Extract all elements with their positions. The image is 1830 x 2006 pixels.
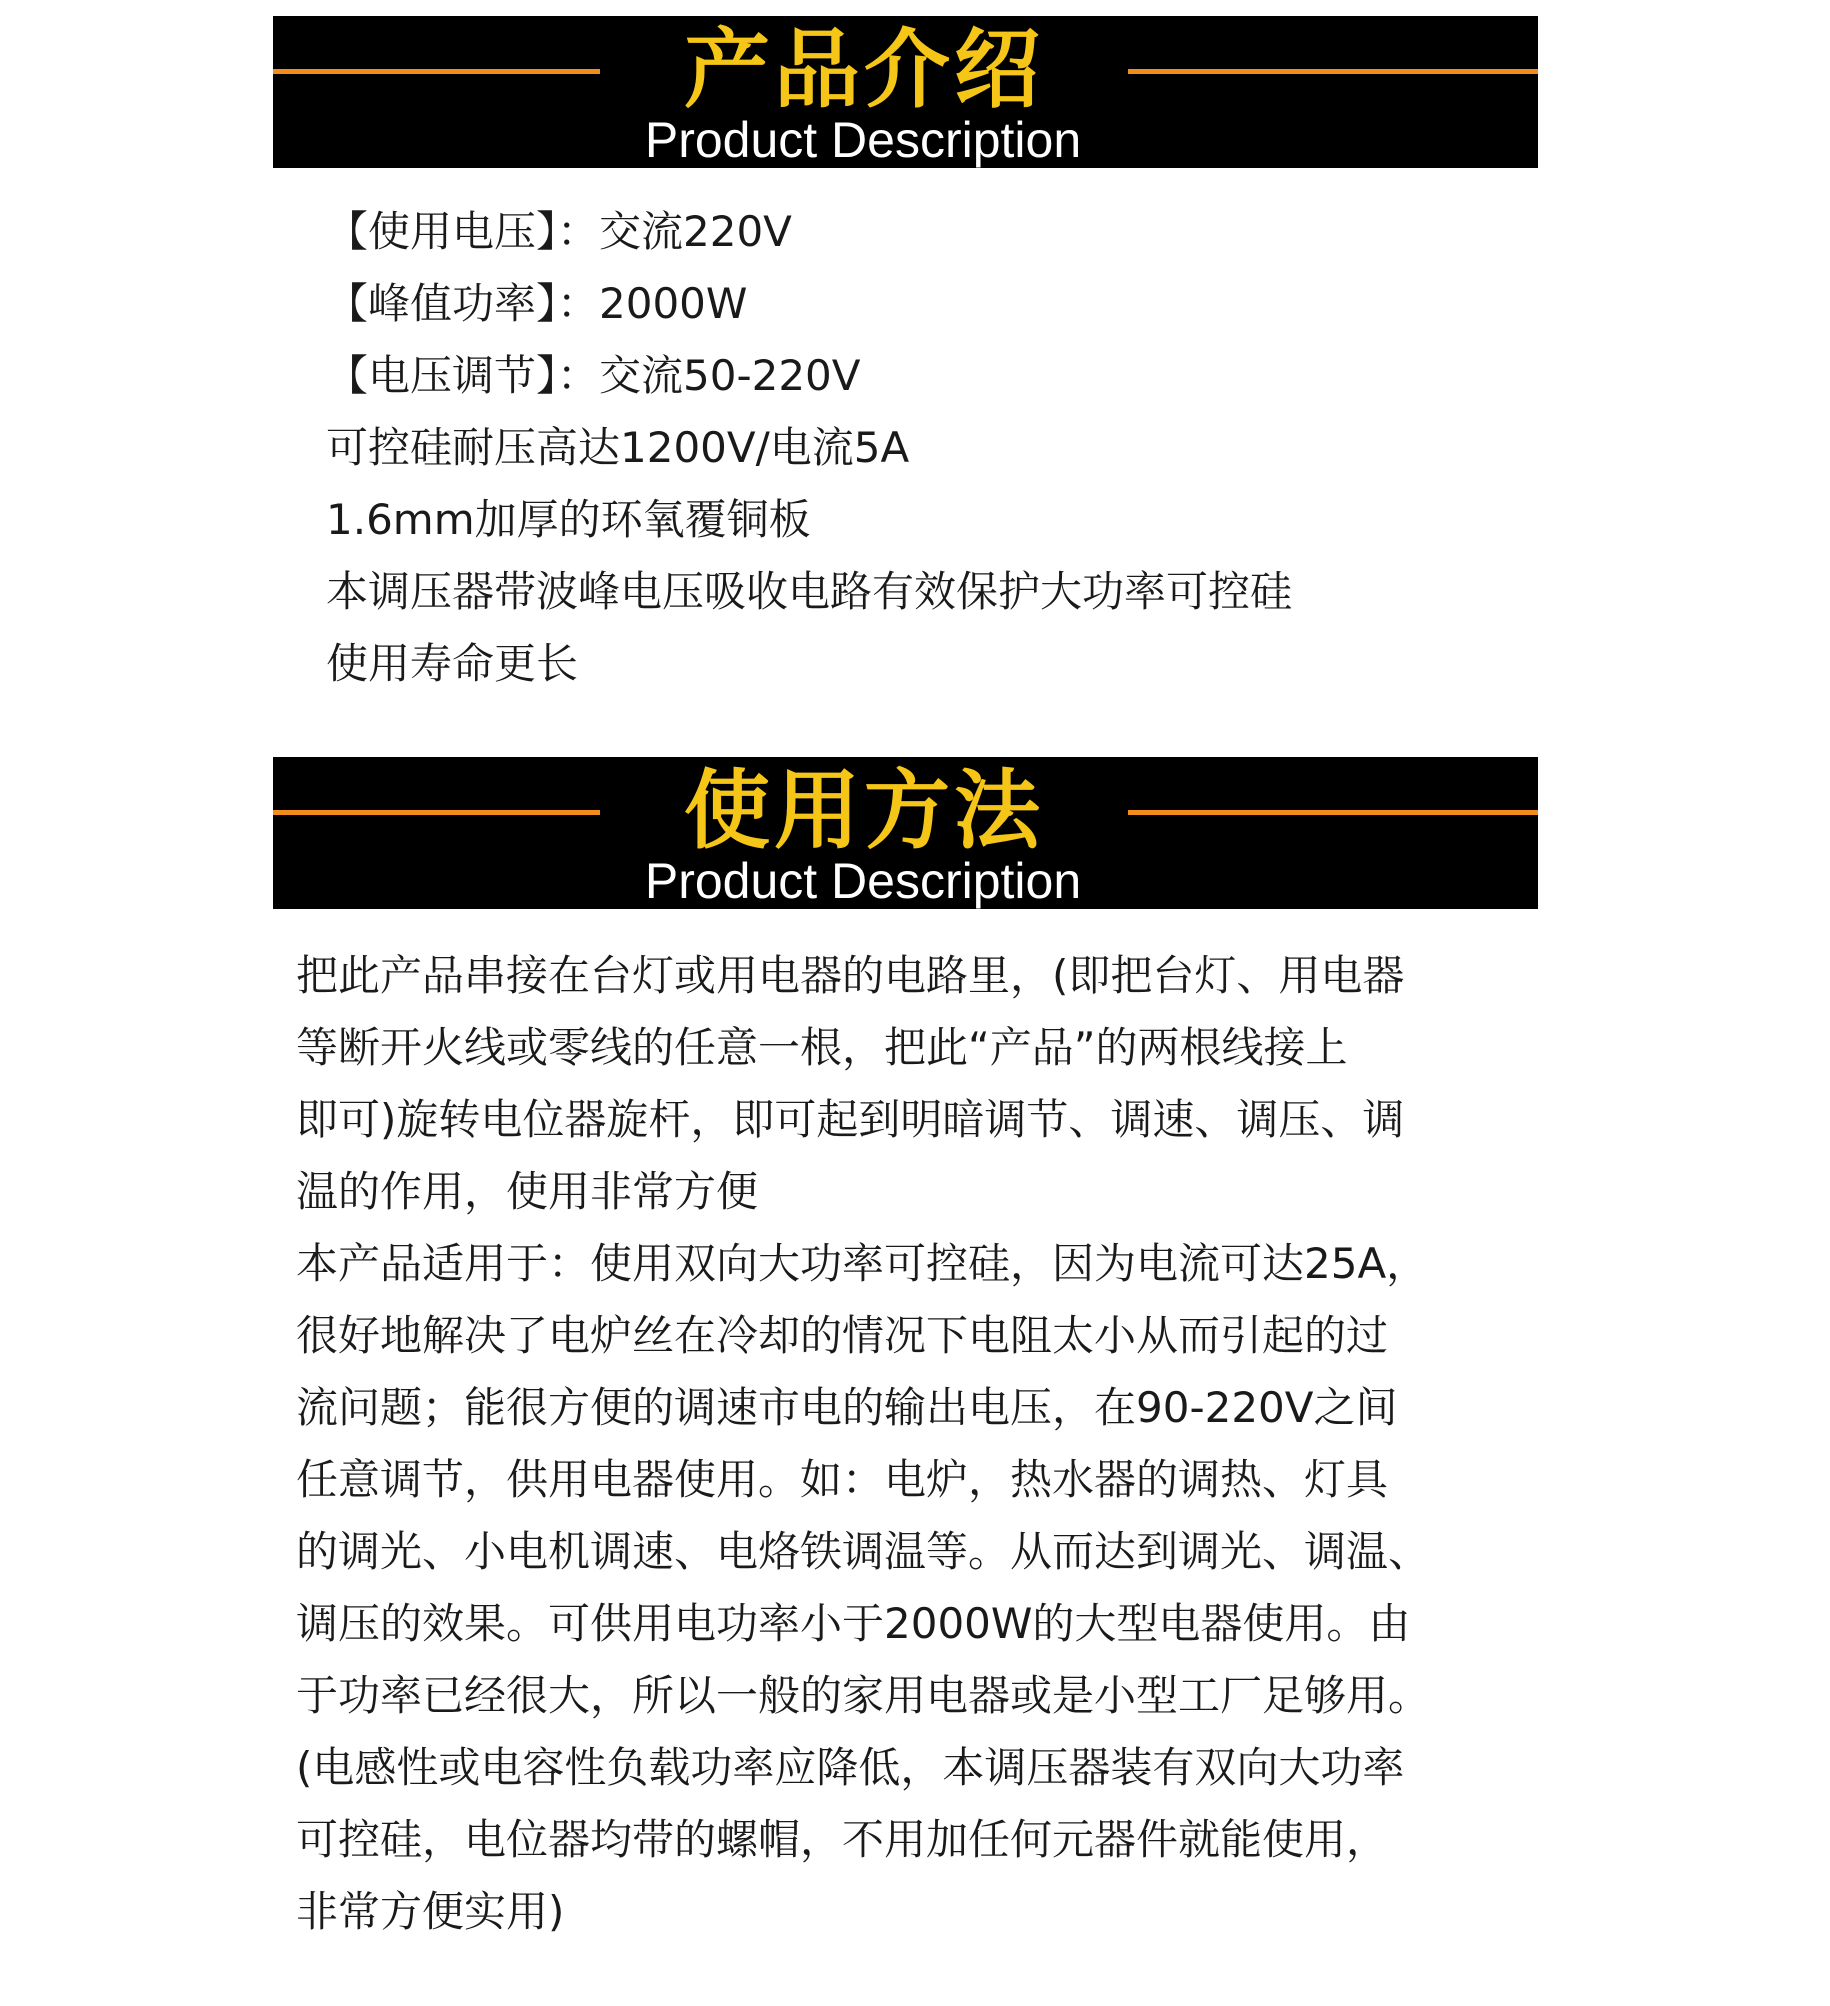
usage-instructions bbox=[296, 940, 1536, 1948]
banner-divider-left bbox=[273, 810, 600, 815]
usage-line: 把此产品串接在台灯或用电器的电路里，(即把台灯、用电器 bbox=[296, 951, 1405, 1000]
spec-pcb: 1.6mm加厚的环氧覆铜板 bbox=[326, 495, 811, 544]
usage-line: 即可)旋转电位器旋杆，即可起到明暗调节、调速、调压、调 bbox=[296, 1095, 1405, 1144]
usage-line: 温的作用，使用非常方便 bbox=[296, 1167, 759, 1216]
usage-line: 于功率已经很大，所以一般的家用电器或是小型工厂足够用。 bbox=[296, 1671, 1431, 1720]
banner-divider-left bbox=[273, 69, 600, 74]
banner-divider-right bbox=[1128, 810, 1538, 815]
usage-line: 的调光、小电机调速、电烙铁调温等。从而达到调光、调温、 bbox=[296, 1527, 1431, 1576]
product-description-banner bbox=[273, 16, 1538, 168]
usage-line: 等断开火线或零线的任意一根，把此“产品”的两根线接上 bbox=[296, 1023, 1348, 1072]
usage-line: 非常方便实用) bbox=[296, 1887, 565, 1936]
spec-voltage: 【使用电压】：交流220V bbox=[326, 207, 792, 256]
spec-peak-power: 【峰值功率】：2000W bbox=[326, 279, 748, 328]
spec-lifespan: 使用寿命更长 bbox=[326, 639, 579, 688]
usage-line: 很好地解决了电炉丝在冷却的情况下电阻太小从而引起的过 bbox=[296, 1311, 1389, 1360]
usage-line: 流问题；能很方便的调速市电的输出电压，在90-220V之间 bbox=[296, 1383, 1398, 1432]
section-title-en: Product Description bbox=[644, 112, 1082, 168]
section-title-en: Product Description bbox=[644, 853, 1082, 909]
section-title-cn: 使用方法 bbox=[684, 761, 1044, 861]
section-title-cn: 产品介绍 bbox=[684, 20, 1044, 120]
usage-line: 任意调节，供用电器使用。如：电炉，热水器的调热、灯具 bbox=[296, 1455, 1389, 1504]
usage-banner bbox=[273, 757, 1538, 909]
usage-line: 可控硅，电位器均带的螺帽，不用加任何元器件就能使用， bbox=[296, 1815, 1389, 1864]
usage-line: 调压的效果。可供用电功率小于2000W的大型电器使用。由 bbox=[296, 1599, 1411, 1648]
spec-list bbox=[326, 196, 1292, 700]
spec-thyristor: 可控硅耐压高达1200V/电流5A bbox=[326, 423, 910, 472]
usage-line: 本产品适用于：使用双向大功率可控硅，因为电流可达25A， bbox=[296, 1239, 1429, 1288]
spec-voltage-range: 【电压调节】：交流50-220V bbox=[326, 351, 861, 400]
usage-line: (电感性或电容性负载功率应降低，本调压器装有双向大功率 bbox=[296, 1743, 1405, 1792]
spec-protection: 本调压器带波峰电压吸收电路有效保护大功率可控硅 bbox=[326, 567, 1293, 616]
banner-divider-right bbox=[1128, 69, 1538, 74]
